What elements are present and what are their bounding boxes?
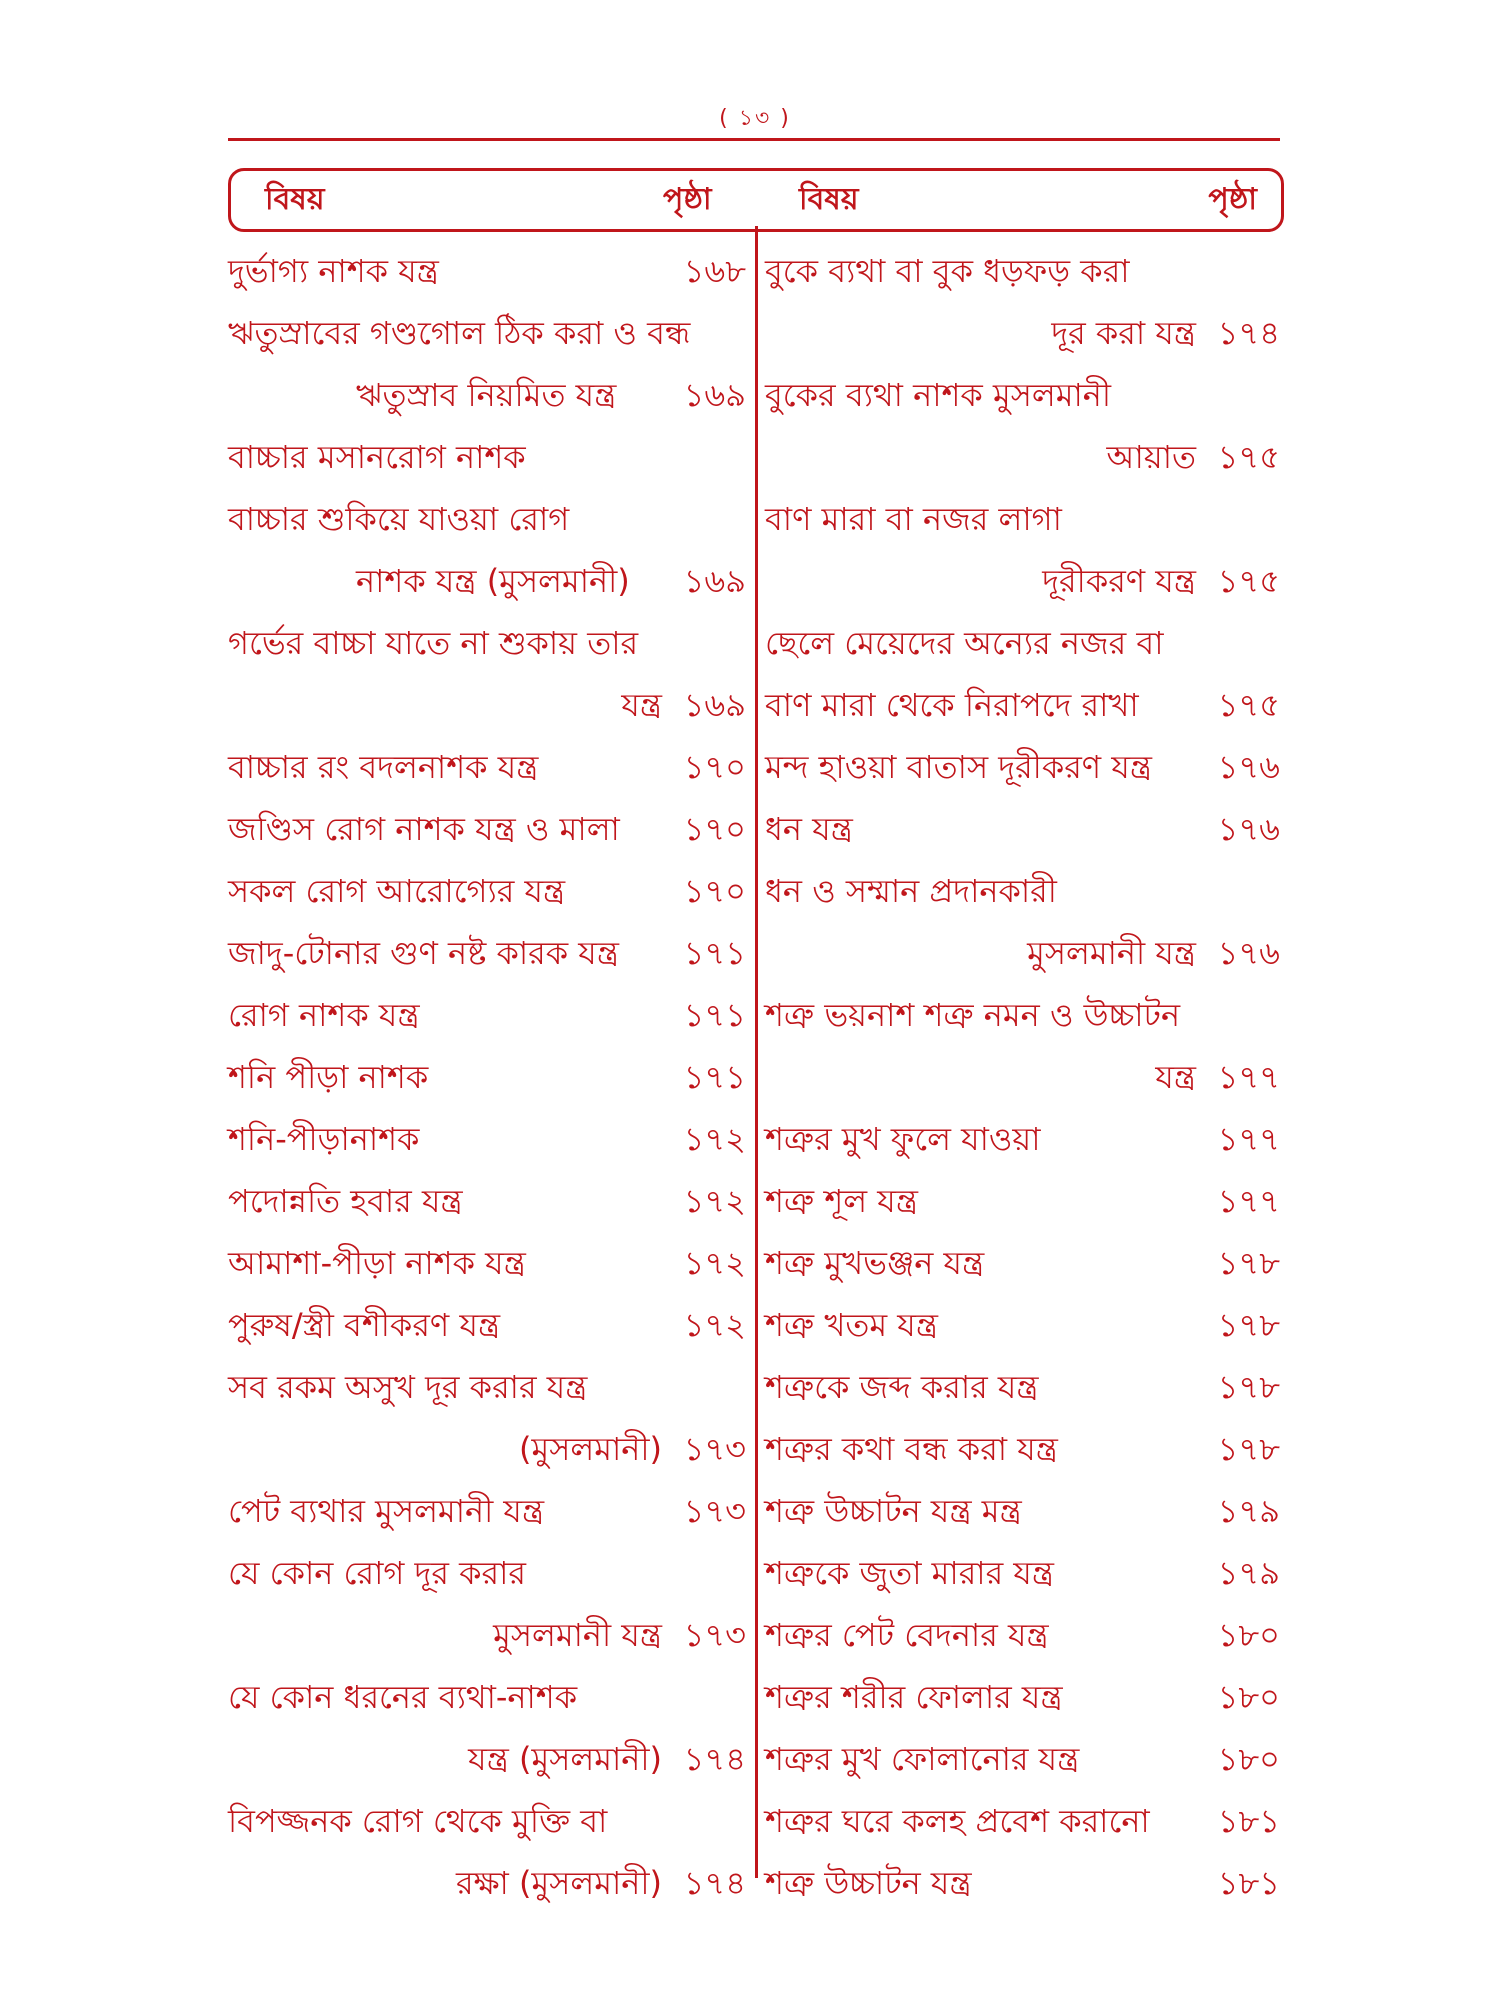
entry-title: দুর্ভাগ্য নাশক যন্ত্র (228, 252, 439, 290)
index-entry (765, 1790, 1280, 1852)
index-entry (228, 1046, 746, 1108)
entry-title: ধন ও সম্মান প্রদানকারী (765, 872, 1057, 910)
left-index-column (228, 240, 746, 1914)
entry-page: ১৭৭ (1217, 1182, 1280, 1220)
index-entry (228, 1480, 746, 1542)
column-divider (755, 226, 758, 1878)
index-entry (228, 1356, 746, 1418)
entry-title: দূরীকরণ যন্ত্র (1042, 562, 1196, 600)
index-entry (765, 302, 1280, 364)
right-index-column (765, 240, 1280, 1914)
index-entry (765, 364, 1280, 426)
index-entry (765, 426, 1280, 488)
index-entry (228, 1790, 746, 1852)
entry-title: শত্রুর মুখ ফোলানোর যন্ত্র (765, 1740, 1080, 1778)
index-entry (765, 1294, 1280, 1356)
index-entry (765, 612, 1280, 674)
entry-page: ১৭৭ (1217, 1058, 1280, 1096)
entry-title: যন্ত্র (621, 686, 662, 724)
entry-title: শত্রু ভয়নাশ শত্রু নমন ও উচ্চাটন (765, 996, 1181, 1034)
entry-title: গর্ভের বাচ্চা যাতে না শুকায় তার (228, 624, 639, 662)
entry-page: ১৭২ (683, 1306, 746, 1344)
index-entry (228, 302, 746, 364)
entry-title: শত্রুকে জব্দ করার যন্ত্র (765, 1368, 1039, 1406)
index-entry (765, 1356, 1280, 1418)
entry-page: ১৭০ (683, 810, 746, 848)
entry-title: বাচ্চার রং বদলনাশক যন্ত্র (228, 748, 539, 786)
entry-title: ঋতুস্রাবের গণ্ডগোল ঠিক করা ও বন্ধ (228, 314, 691, 352)
entry-page: ১৮১ (1217, 1864, 1280, 1902)
entry-title: পদোন্নতি হবার যন্ত্র (228, 1182, 463, 1220)
index-entry (228, 1418, 746, 1480)
index-entry (765, 1232, 1280, 1294)
index-entry (765, 1604, 1280, 1666)
entry-page: ১৭৫ (1217, 562, 1280, 600)
index-entry (765, 1046, 1280, 1108)
entry-title: শত্রুর কথা বন্ধ করা যন্ত্র (765, 1430, 1058, 1468)
index-entry (228, 240, 746, 302)
entry-title: শত্রুর শরীর ফোলার যন্ত্র (765, 1678, 1063, 1716)
index-entry (228, 1666, 746, 1728)
entry-title: শনি পীড়া নাশক (228, 1058, 429, 1096)
index-entry (765, 1666, 1280, 1728)
index-entry (228, 860, 746, 922)
index-entry (765, 860, 1280, 922)
entry-title: মুসলমানী যন্ত্র (493, 1616, 662, 1654)
entry-title: পুরুষ/স্ত্রী বশীকরণ যন্ত্র (228, 1306, 501, 1344)
index-entry (228, 1170, 746, 1232)
left-subject-header: বিষয় (265, 182, 325, 217)
entry-title: শনি-পীড়ানাশক (228, 1120, 420, 1158)
entry-title: শত্রুকে জুতা মারার যন্ত্র (765, 1554, 1055, 1592)
index-entry (765, 1542, 1280, 1604)
index-entry (765, 674, 1280, 736)
index-entry (228, 1852, 746, 1914)
entry-page: ১৮০ (1217, 1616, 1280, 1654)
entry-page: ১৭২ (683, 1182, 746, 1220)
entry-title: শত্রুর মুখ ফুলে যাওয়া (765, 1120, 1041, 1158)
entry-page: ১৮১ (1217, 1802, 1280, 1840)
entry-title: শত্রু মুখভঞ্জন যন্ত্র (765, 1244, 985, 1282)
entry-title: বুকে ব্যথা বা বুক ধড়ফড় করা (765, 252, 1130, 290)
index-entry (765, 240, 1280, 302)
entry-title: যন্ত্র (মুসলমানী) (468, 1740, 662, 1778)
entry-page: ১৬৯ (683, 562, 746, 600)
entry-page: ১৬৮ (683, 252, 746, 290)
entry-title: শত্রু উচ্চাটন যন্ত্র মন্ত্র (765, 1492, 1022, 1530)
entry-page: ১৭১ (683, 996, 746, 1034)
index-entry (765, 798, 1280, 860)
index-entry (228, 798, 746, 860)
entry-title: বাণ মারা থেকে নিরাপদে রাখা (765, 686, 1139, 724)
entry-page: ১৭৪ (683, 1864, 746, 1902)
entry-title: জাদু-টোনার গুণ নষ্ট কারক যন্ত্র (228, 934, 619, 972)
entry-page: ১৭৮ (1217, 1430, 1280, 1468)
entry-page: ১৭৪ (683, 1740, 746, 1778)
entry-page: ১৭৫ (1217, 438, 1280, 476)
entry-title: যন্ত্র (1155, 1058, 1196, 1096)
entry-page: ১৭৮ (1217, 1306, 1280, 1344)
entry-title: ঋতুস্রাব নিয়মিত যন্ত্র (356, 376, 617, 414)
index-entry (228, 612, 746, 674)
index-entry (765, 488, 1280, 550)
entry-title: সব রকম অসুখ দূর করার যন্ত্র (228, 1368, 588, 1406)
entry-title: রক্ষা (মুসলমানী) (455, 1864, 662, 1902)
index-entry (228, 488, 746, 550)
entry-page: ১৭০ (683, 872, 746, 910)
entry-page: ১৭১ (683, 1058, 746, 1096)
entry-page: ১৮০ (1217, 1740, 1280, 1778)
entry-title: সকল রোগ আরোগ্যের যন্ত্র (228, 872, 566, 910)
entry-title: রোগ নাশক যন্ত্র (228, 996, 420, 1034)
entry-page: ১৭৭ (1217, 1120, 1280, 1158)
entry-page: ১৬৯ (683, 686, 746, 724)
entry-page: ১৭০ (683, 748, 746, 786)
entry-page: ১৭৬ (1217, 748, 1280, 786)
index-entry (228, 984, 746, 1046)
entry-page: ১৮০ (1217, 1678, 1280, 1716)
index-entry (765, 1852, 1280, 1914)
entry-title: বাচ্চার মসানরোগ নাশক (228, 438, 526, 476)
entry-page: ১৬৯ (683, 376, 746, 414)
index-entry (228, 922, 746, 984)
index-entry (765, 736, 1280, 798)
index-entry (765, 1728, 1280, 1790)
entry-page: ১৭৩ (683, 1430, 746, 1468)
index-entry (228, 1232, 746, 1294)
entry-title: ধন যন্ত্র (765, 810, 853, 848)
right-subject-header: বিষয় (799, 182, 859, 217)
index-entry (765, 1480, 1280, 1542)
left-page-header: পৃষ্ঠা (663, 182, 712, 217)
entry-page: ১৭৩ (683, 1492, 746, 1530)
entry-page: ১৭৫ (1217, 686, 1280, 724)
index-entry (228, 1108, 746, 1170)
entry-page: ১৭৩ (683, 1616, 746, 1654)
entry-title: ছেলে মেয়েদের অন্যের নজর বা (765, 624, 1164, 662)
entry-title: যে কোন রোগ দূর করার (228, 1554, 526, 1592)
index-entry (765, 922, 1280, 984)
entry-title: শত্রু উচ্চাটন যন্ত্র (765, 1864, 972, 1902)
entry-title: নাশক যন্ত্র (মুসলমানী) (356, 562, 630, 600)
entry-title: আয়াত (1106, 438, 1196, 476)
entry-page: ১৭৬ (1217, 934, 1280, 972)
entry-page: ১৭৯ (1217, 1554, 1280, 1592)
entry-title: বিপজ্জনক রোগ থেকে মুক্তি বা (228, 1802, 608, 1840)
index-entry (228, 1294, 746, 1356)
entry-title: বুকের ব্যথা নাশক মুসলমানী (765, 376, 1112, 414)
entry-title: আমাশা-পীড়া নাশক যন্ত্র (228, 1244, 526, 1282)
index-entry (228, 736, 746, 798)
entry-page: ১৭২ (683, 1120, 746, 1158)
index-entry (228, 1604, 746, 1666)
index-entry (228, 364, 746, 426)
entry-title: শত্রুর পেট বেদনার যন্ত্র (765, 1616, 1049, 1654)
right-page-header: পৃষ্ঠা (1208, 182, 1257, 217)
entry-title: শত্রু খতম যন্ত্র (765, 1306, 938, 1344)
index-entry (765, 550, 1280, 612)
column-header-box (228, 168, 1284, 232)
entry-page: ১৭২ (683, 1244, 746, 1282)
entry-page: ১৭১ (683, 934, 746, 972)
index-entry (228, 1728, 746, 1790)
entry-title: যে কোন ধরনের ব্যথা-নাশক (228, 1678, 578, 1716)
entry-page: ১৭৬ (1217, 810, 1280, 848)
page-number: ( ১৩ ) (719, 106, 791, 131)
entry-title: মন্দ হাওয়া বাতাস দূরীকরণ যন্ত্র (765, 748, 1152, 786)
entry-page: ১৭৮ (1217, 1244, 1280, 1282)
entry-title: দূর করা যন্ত্র (1051, 314, 1196, 352)
top-rule (228, 138, 1280, 141)
index-entry (765, 984, 1280, 1046)
entry-page: ১৭৮ (1217, 1368, 1280, 1406)
index-entry (765, 1418, 1280, 1480)
index-entry (228, 674, 746, 736)
index-entry (765, 1170, 1280, 1232)
entry-page: ১৭৪ (1217, 314, 1280, 352)
entry-title: (মুসলমানী) (518, 1430, 662, 1468)
entry-title: জণ্ডিস রোগ নাশক যন্ত্র ও মালা (228, 810, 620, 848)
entry-page: ১৭৯ (1217, 1492, 1280, 1530)
index-entry (228, 1542, 746, 1604)
entry-title: পেট ব্যথার মুসলমানী যন্ত্র (228, 1492, 545, 1530)
entry-title: শত্রু শূল যন্ত্র (765, 1182, 918, 1220)
index-entry (228, 426, 746, 488)
entry-title: শত্রুর ঘরে কলহ প্রবেশ করানো (765, 1802, 1150, 1840)
entry-title: বাচ্চার শুকিয়ে যাওয়া রোগ (228, 500, 570, 538)
entry-title: মুসলমানী যন্ত্র (1027, 934, 1196, 972)
index-entry (228, 550, 746, 612)
index-entry (765, 1108, 1280, 1170)
entry-title: বাণ মারা বা নজর লাগা (765, 500, 1062, 538)
